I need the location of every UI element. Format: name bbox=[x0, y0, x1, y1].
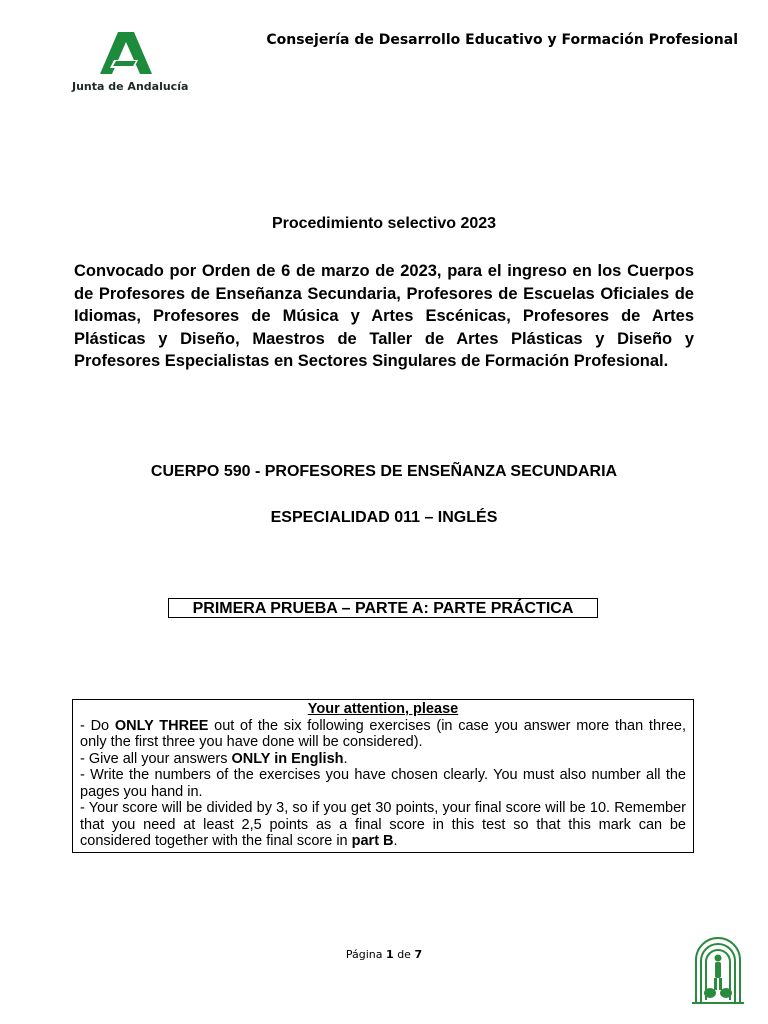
junta-logo bbox=[58, 30, 198, 96]
instruction-item-2: - Give all your answers ONLY in English. bbox=[80, 750, 348, 767]
especialidad-heading: ESPECIALIDAD 011 – INGLÉS bbox=[270, 509, 498, 526]
andalucia-seal-icon bbox=[690, 930, 746, 1006]
instruction-item-4: - Your score will be divided by 3, so if you get 30 points, your final score will be 10. Remember that you need at least 2,5 points as a final score in this test so that this mark can be considered together with the final score in part B. bbox=[80, 800, 686, 849]
instruction-item-3: - Write the numbers of the exercises you have chosen clearly. You must also number all the pages you hand in. bbox=[80, 767, 686, 800]
department-name: Consejería de Desarrollo Educativo y Formación Profesional bbox=[266, 32, 738, 48]
instructions-title: Your attention, please bbox=[307, 701, 459, 717]
cuerpo-heading: CUERPO 590 - PROFESORES DE ENSEÑANZA SECUNDARIA bbox=[150, 463, 618, 480]
prueba-heading: PRIMERA PRUEBA – PARTE A: PARTE PRÁCTICA bbox=[168, 598, 598, 618]
logo-text: Junta de Andalucía bbox=[72, 80, 189, 93]
andalucia-a-icon bbox=[98, 30, 154, 76]
page-number: Página 1 de 7 bbox=[345, 948, 423, 961]
convocatoria-paragraph: Convocado por Orden de 6 de marzo de 2023, para el ingreso en los Cuerpos de Profesores de Enseñanza Secundaria, Profesores de Escuelas Oficiales de Idiomas, Profesores de Música y Artes Escénicas, Profesores de Artes Plásticas y Diseño, Maestros de Taller de Artes Plásticas y Diseño y Profesores Especialistas en Sectores Singulares de Formación Profesional. bbox=[74, 262, 694, 370]
page-title: Procedimiento selectivo 2023 bbox=[271, 215, 497, 232]
instruction-item-1: - Do ONLY THREE out of the six following exercises (in case you answer more than three, only the first three you have done will be considered). bbox=[80, 717, 687, 750]
instructions-box bbox=[72, 699, 694, 853]
